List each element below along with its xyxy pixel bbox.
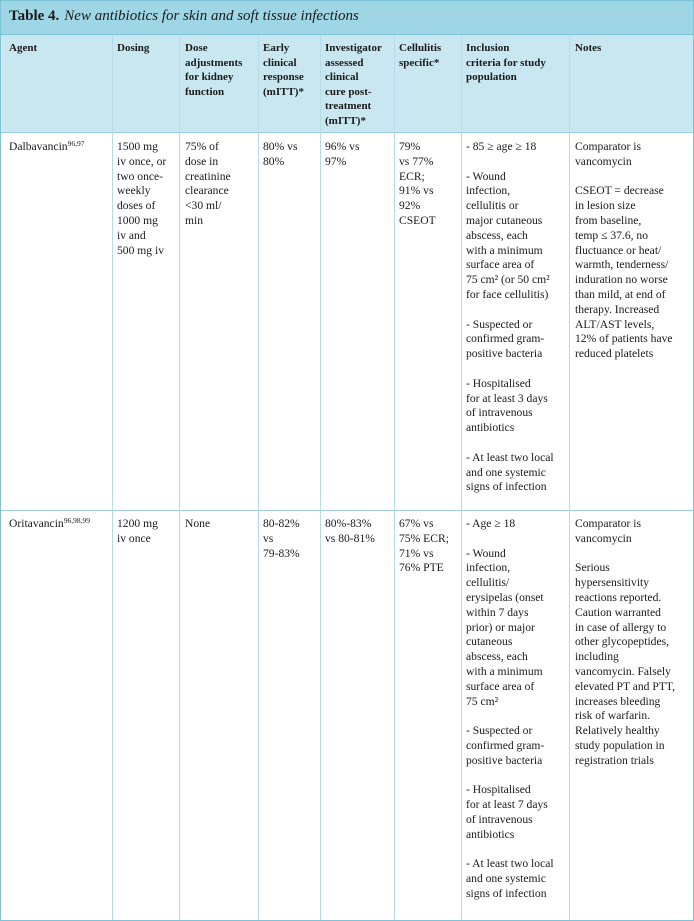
cell-text-line: Dose <box>185 42 208 54</box>
cell-text-line: Comparator is <box>575 140 642 153</box>
cell-paragraph <box>466 783 554 842</box>
cell-text-line: - Suspected or <box>466 724 533 738</box>
cell-text-line: creatinine <box>185 169 231 183</box>
agent-references: 96,97 <box>67 139 85 148</box>
cell-paragraph <box>575 140 673 170</box>
agent-name: Oritavancin <box>9 517 64 530</box>
cell-text-line: 80%-83% <box>325 517 372 530</box>
cell-text-line: cellulitis/ <box>466 576 510 590</box>
row-dalbavancin-dose-adjustment <box>185 140 231 229</box>
row-oritavancin-inclusion <box>466 517 554 902</box>
row-dalbavancin-notes <box>575 140 673 362</box>
cell-text-line: 1000 mg <box>117 213 158 227</box>
cell-text-line: CSEOT = decrease <box>575 184 664 198</box>
cell-text-line: 75% of <box>185 140 219 153</box>
header-cellulitis <box>399 41 441 70</box>
cell-text-line: including <box>575 650 619 664</box>
cell-text-line: specific* <box>399 56 440 69</box>
cell-text-line: and one systemic <box>466 872 546 886</box>
cell-text-line: min <box>185 213 204 227</box>
row-oritavancin-investigator-cure <box>325 517 375 547</box>
cell-text-line: in lesion size <box>575 199 636 213</box>
cell-text-line: confirmed gram- <box>466 738 545 752</box>
cell-text-line: 1500 mg <box>117 140 158 153</box>
cell-text-line: other glycopeptides, <box>575 635 670 649</box>
cell-text-line: surface area of <box>466 679 535 693</box>
cell-text-line: - Wound <box>466 546 506 560</box>
cell-text-line: elevated PT and PTT, <box>575 679 676 693</box>
cell-text-line: of intravenous <box>466 406 533 420</box>
cell-text-line: (mITT)* <box>263 85 304 98</box>
cell-text-line: vancomycin <box>575 531 632 545</box>
cell-text-line: abscess, each <box>466 228 528 242</box>
cell-paragraph <box>466 170 554 303</box>
cell-text-line: Relatively healthy <box>575 724 660 738</box>
agent-references: 96,98,99 <box>63 516 90 525</box>
cell-text-line: abscess, each <box>466 650 528 664</box>
cell-text-line: warmth, tenderness/ <box>575 258 669 272</box>
row-oritavancin-cellulitis <box>399 517 449 576</box>
cell-text-line: surface area of <box>466 258 535 272</box>
cell-text-line: major cutaneous <box>466 213 543 227</box>
cell-paragraph <box>466 318 554 362</box>
cell-text-line: iv and <box>117 228 146 242</box>
header-agent <box>9 41 37 56</box>
cell-text-line: <30 ml/ <box>185 199 222 213</box>
table-caption: New antibiotics for skin and soft tissue infections <box>64 8 359 24</box>
cell-text-line: iv once, or <box>117 154 167 168</box>
row-dalbavancin-cellulitis <box>399 140 436 229</box>
cell-text-line: 76% PTE <box>399 561 444 575</box>
cell-text-line: Investigator <box>325 42 382 54</box>
cell-text-line: 75% ECR; <box>399 531 449 545</box>
cell-text-line: 80% <box>263 154 285 168</box>
cell-text-line: Inclusion <box>466 42 510 54</box>
cell-paragraph <box>466 547 554 710</box>
cell-text-line: positive bacteria <box>466 753 543 767</box>
cell-text-line: than mild, at end of <box>575 287 666 301</box>
cell-text-line: 91% vs <box>399 184 434 198</box>
header-dose-adjustments <box>185 41 242 99</box>
cell-text-line: reactions reported. <box>575 590 662 604</box>
cell-text-line: therapy. Increased <box>575 302 660 316</box>
cell-text-line: cellulitis or <box>466 199 519 213</box>
cell-text-line: doses of <box>117 199 156 213</box>
cell-text-line: for at least 7 days <box>466 798 548 812</box>
cell-text-line: erysipelas (onset <box>466 590 544 604</box>
cell-text-line: with a minimum <box>466 664 543 678</box>
cell-paragraph <box>466 451 554 495</box>
cell-text-line: 79-83% <box>263 546 300 560</box>
cell-text-line: - Age ≥ 18 <box>466 517 516 530</box>
cell-text-line: Early <box>263 42 290 54</box>
cell-text-line: fluctuance or heat/ <box>575 243 662 257</box>
cell-text-line: 75 cm² (or 50 cm² <box>466 273 550 287</box>
table-label: Table 4. <box>9 8 60 24</box>
cell-text-line: Serious <box>575 561 610 575</box>
table-title-bar <box>1 1 693 35</box>
cell-text-line: positive bacteria <box>466 347 543 361</box>
cell-text-line: hypersensitivity <box>575 576 650 590</box>
header-inclusion <box>466 41 546 85</box>
cell-text-line: 1200 mg <box>117 517 158 530</box>
cell-text-line: treatment <box>325 100 372 113</box>
cell-text-line: Comparator is <box>575 517 642 530</box>
cell-text-line: vs <box>263 531 274 545</box>
cell-text-line: - Wound <box>466 169 506 183</box>
cell-text-line: vancomycin. Falsely <box>575 664 671 678</box>
cell-text-line: 96% vs <box>325 140 360 153</box>
cell-text-line: 75 cm² <box>466 694 499 708</box>
cell-text-line: response <box>263 71 304 84</box>
cell-text-line: vs 80-81% <box>325 531 375 545</box>
cell-text-line: 79% <box>399 140 421 153</box>
cell-text-line: signs of infection <box>466 886 547 900</box>
cell-text-line: assessed <box>325 56 364 69</box>
cell-text-line: confirmed gram- <box>466 332 545 346</box>
row-oritavancin-agent <box>9 517 90 532</box>
row-dalbavancin-dosing <box>117 140 166 258</box>
cell-text-line: cutaneous <box>466 635 513 649</box>
row-oritavancin-dose-adjustment <box>185 517 210 532</box>
cell-text-line: ALT/AST levels, <box>575 317 655 331</box>
cell-text-line: 12% of patients have <box>575 332 673 346</box>
cell-text-line: for at least 3 days <box>466 391 548 405</box>
row-dalbavancin-inclusion <box>466 140 554 495</box>
cell-text-line: for kidney <box>185 71 234 84</box>
cell-text-line: prior) or major <box>466 620 535 634</box>
column-divider <box>320 35 321 920</box>
header-notes <box>575 41 601 56</box>
cell-text-line: 97% <box>325 154 347 168</box>
cell-text-line: Cellulitis <box>399 42 442 54</box>
header-investigator-cure <box>325 41 382 129</box>
cell-text-line: antibiotics <box>466 421 515 435</box>
row-dalbavancin-early-response <box>263 140 297 170</box>
cell-paragraph <box>466 140 554 155</box>
cell-text-line: 80-82% <box>263 517 300 530</box>
row-dalbavancin-investigator-cure <box>325 140 359 170</box>
cell-text-line: 67% vs <box>399 517 434 530</box>
cell-text-line: vancomycin <box>575 154 632 168</box>
cell-text-line: - Hospitalised <box>466 783 531 797</box>
row-oritavancin-early-response <box>263 517 300 561</box>
cell-text-line: vs 77% <box>399 154 434 168</box>
cell-text-line: risk of warfarin. <box>575 709 651 723</box>
column-divider <box>179 35 180 920</box>
cell-text-line: Caution warranted <box>575 605 661 619</box>
cell-paragraph <box>466 857 554 901</box>
cell-text-line: infection, <box>466 184 511 198</box>
cell-text-line: clinical <box>263 56 297 69</box>
cell-paragraph <box>466 377 554 436</box>
cell-text-line: - Suspected or <box>466 317 533 331</box>
cell-text-line: 92% <box>399 199 421 213</box>
cell-text-line: 71% vs <box>399 546 434 560</box>
cell-text-line: two once- <box>117 169 164 183</box>
cell-text-line: antibiotics <box>466 827 515 841</box>
column-divider <box>258 35 259 920</box>
cell-text-line: in case of allergy to <box>575 620 667 634</box>
cell-text-line: - Hospitalised <box>466 376 531 390</box>
cell-text-line: 500 mg iv <box>117 243 165 257</box>
cell-text-line: - 85 ≥ age ≥ 18 <box>466 140 537 153</box>
cell-text-line: Agent <box>9 42 38 54</box>
cell-text-line: temp ≤ 37.6, no <box>575 228 649 242</box>
cell-text-line: - At least two local <box>466 857 554 871</box>
row-dalbavancin-agent <box>9 140 84 155</box>
column-divider <box>394 35 395 920</box>
row-oritavancin-notes <box>575 517 675 769</box>
cell-text-line: study population in <box>575 738 665 752</box>
cell-text-line: with a minimum <box>466 243 543 257</box>
cell-text-line: from baseline, <box>575 213 642 227</box>
cell-text-line: for face cellulitis) <box>466 287 549 301</box>
cell-text-line: None <box>185 517 211 530</box>
column-divider <box>569 35 570 920</box>
cell-paragraph <box>466 724 554 768</box>
header-early-response <box>263 41 304 99</box>
cell-text-line: registration trials <box>575 753 654 767</box>
cell-text-line: of intravenous <box>466 812 533 826</box>
cell-text-line: ECR; <box>399 169 425 183</box>
cell-text-line: clinical <box>325 71 359 84</box>
column-divider <box>112 35 113 920</box>
cell-text-line: induration no worse <box>575 273 668 287</box>
cell-text-line: signs of infection <box>466 480 547 494</box>
row-divider <box>1 510 693 511</box>
cell-text-line: adjustments <box>185 56 243 69</box>
cell-text-line: criteria for study <box>466 56 546 69</box>
column-divider <box>461 35 462 920</box>
cell-text-line: increases bleeding <box>575 694 661 708</box>
cell-text-line: clearance <box>185 184 229 198</box>
cell-text-line: infection, <box>466 561 511 575</box>
cell-paragraph <box>575 561 675 768</box>
cell-text-line: population <box>466 71 517 84</box>
cell-text-line: and one systemic <box>466 465 546 479</box>
cell-text-line: dose in <box>185 154 219 168</box>
cell-paragraph <box>575 184 673 362</box>
cell-text-line: reduced platelets <box>575 347 654 361</box>
cell-text-line: - At least two local <box>466 450 554 464</box>
cell-paragraph <box>466 517 554 532</box>
cell-text-line: Dosing <box>117 42 150 54</box>
cell-text-line: 80% vs <box>263 140 298 153</box>
row-oritavancin-dosing <box>117 517 158 547</box>
table-title <box>9 8 359 25</box>
cell-text-line: iv once <box>117 531 151 545</box>
agent-name: Dalbavancin <box>9 140 68 153</box>
header-dosing <box>117 41 149 56</box>
cell-text-line: Notes <box>575 42 602 54</box>
cell-text-line: function <box>185 85 225 98</box>
cell-text-line: (mITT)* <box>325 114 366 127</box>
cell-text-line: weekly <box>117 184 151 198</box>
cell-paragraph <box>575 517 675 547</box>
cell-text-line: within 7 days <box>466 605 529 619</box>
cell-text-line: cure post- <box>325 85 372 98</box>
cell-text-line: CSEOT <box>399 213 436 227</box>
